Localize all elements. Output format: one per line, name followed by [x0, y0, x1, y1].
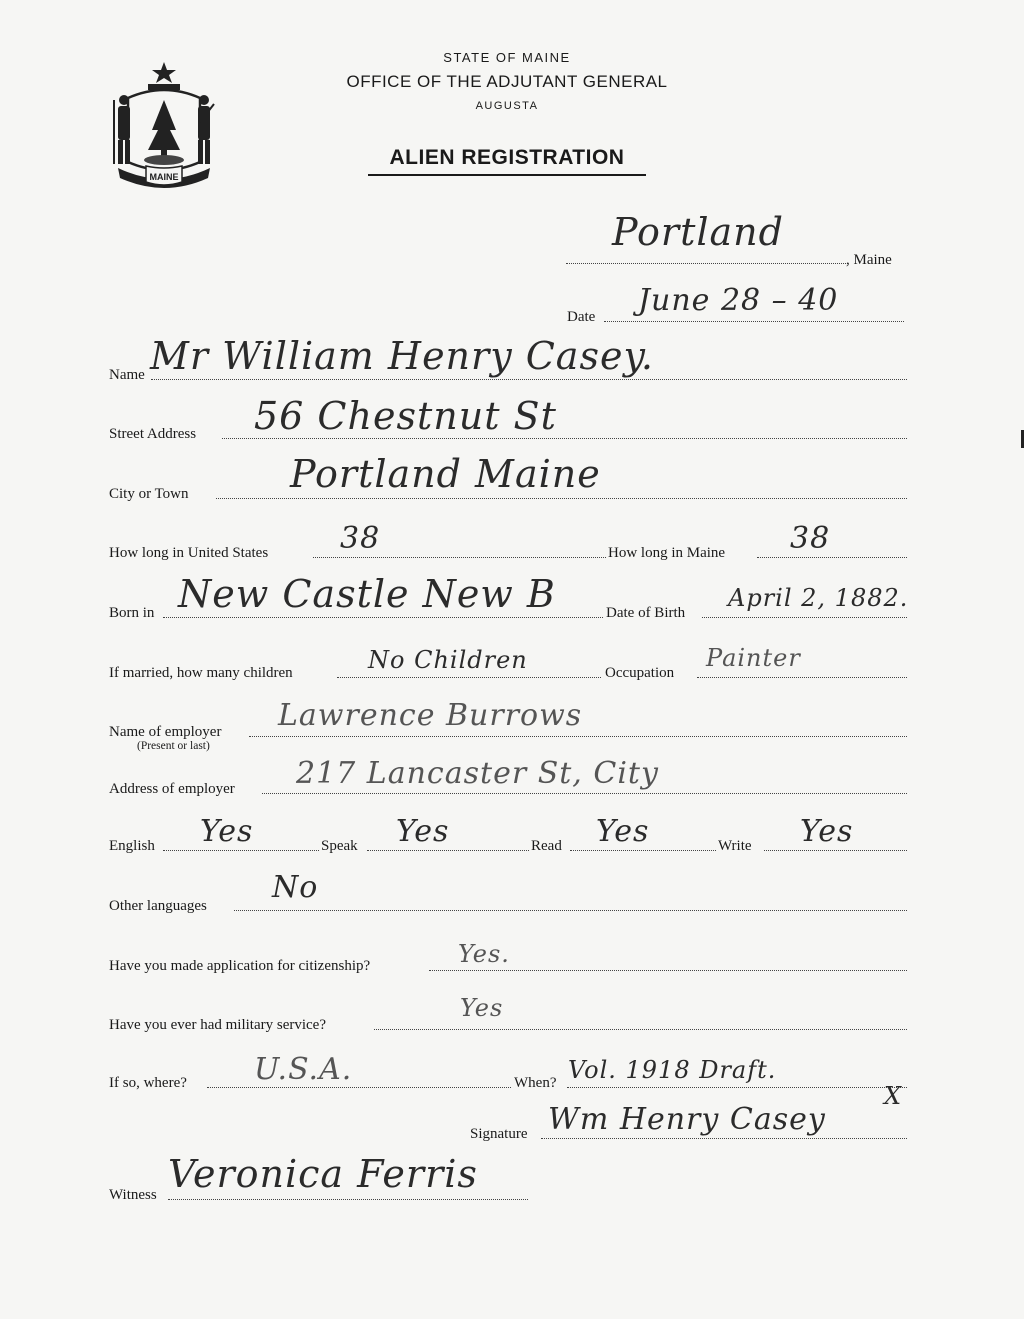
years-us-line	[313, 557, 606, 558]
state-heading: STATE OF MAINE	[443, 50, 571, 65]
occupation-line	[697, 677, 907, 678]
employer-address-value: 217 Lancaster St, City	[296, 756, 659, 791]
street-line	[222, 438, 907, 439]
years-maine-line	[757, 557, 907, 558]
born-in-value: New Castle New B	[178, 572, 556, 616]
read-value: Yes	[596, 814, 650, 849]
write-line	[764, 850, 907, 851]
children-label: If married, how many children	[109, 665, 293, 681]
dob-label: Date of Birth	[606, 605, 686, 621]
where-value: U.S.A.	[254, 1052, 353, 1087]
city-value: Portland Maine	[290, 452, 601, 496]
signature-line	[541, 1138, 907, 1139]
children-value: No Children	[368, 646, 528, 674]
where-line	[207, 1087, 511, 1088]
city-heading: AUGUSTA	[475, 100, 539, 112]
military-label: Have you ever had military service?	[109, 1017, 326, 1033]
where-label: If so, where?	[109, 1075, 187, 1091]
city-label: City or Town	[109, 486, 189, 502]
signature-label: Signature	[470, 1126, 528, 1142]
when-line	[567, 1087, 907, 1088]
seal-banner-text: MAINE	[149, 172, 179, 182]
street-label: Street Address	[109, 426, 197, 442]
born-in-line	[163, 617, 603, 618]
signature-mark: X	[884, 1082, 903, 1110]
dob-line	[702, 617, 907, 618]
title-underline	[368, 174, 646, 176]
date-label: Date	[567, 309, 596, 325]
write-value: Yes	[800, 814, 854, 849]
office-heading: OFFICE OF THE ADJUTANT GENERAL	[346, 72, 668, 91]
witness-value: Veronica Ferris	[168, 1152, 478, 1196]
years-maine-label: How long in Maine	[608, 545, 726, 561]
speak-line	[367, 850, 529, 851]
place-suffix-label: , Maine	[846, 252, 892, 268]
name-value: Mr William Henry Casey.	[150, 334, 654, 378]
name-line	[151, 379, 907, 380]
occupation-value: Painter	[706, 644, 801, 672]
read-label: Read	[531, 838, 562, 854]
citizenship-line	[429, 970, 907, 971]
witness-line	[168, 1199, 528, 1200]
children-line	[337, 677, 601, 678]
employer-address-label: Address of employer	[109, 781, 235, 797]
date-value: June 28 – 40	[638, 283, 839, 318]
other-languages-value: No	[272, 870, 319, 905]
other-languages-label: Other languages	[109, 898, 207, 914]
write-label: Write	[718, 838, 752, 854]
military-value: Yes	[460, 994, 504, 1022]
employer-address-line	[262, 793, 907, 794]
street-value: 56 Chestnut St	[254, 394, 557, 438]
employer-label: Name of employer	[109, 724, 222, 740]
when-value: Vol. 1918 Draft.	[568, 1056, 777, 1084]
citizenship-label: Have you made application for citizenship?	[109, 958, 371, 974]
employer-value: Lawrence Burrows	[278, 698, 583, 733]
citizenship-value: Yes.	[458, 940, 510, 968]
speak-label: Speak	[321, 838, 358, 854]
city-line	[216, 498, 907, 499]
read-line	[570, 850, 716, 851]
signature-value: Wm Henry Casey	[548, 1102, 826, 1137]
employer-line	[249, 736, 907, 737]
born-in-label: Born in	[109, 605, 155, 621]
dob-value: April 2, 1882.	[728, 584, 909, 612]
form-title: ALIEN REGISTRATION	[389, 146, 625, 169]
place-line	[566, 263, 846, 264]
speak-value: Yes	[396, 814, 450, 849]
english-value: Yes	[200, 814, 254, 849]
years-us-value: 38	[340, 521, 381, 556]
name-label: Name	[109, 367, 145, 383]
other-languages-line	[234, 910, 907, 911]
witness-label: Witness	[109, 1187, 157, 1203]
occupation-label: Occupation	[605, 665, 675, 681]
employer-sublabel: (Present or last)	[137, 740, 210, 752]
years-maine-value: 38	[790, 521, 831, 556]
when-label: When?	[514, 1075, 557, 1091]
english-line	[163, 850, 319, 851]
years-us-label: How long in United States	[109, 545, 269, 561]
military-line	[374, 1029, 907, 1030]
date-line	[604, 321, 904, 322]
place-value: Portland	[612, 210, 784, 254]
english-label: English	[109, 838, 155, 854]
